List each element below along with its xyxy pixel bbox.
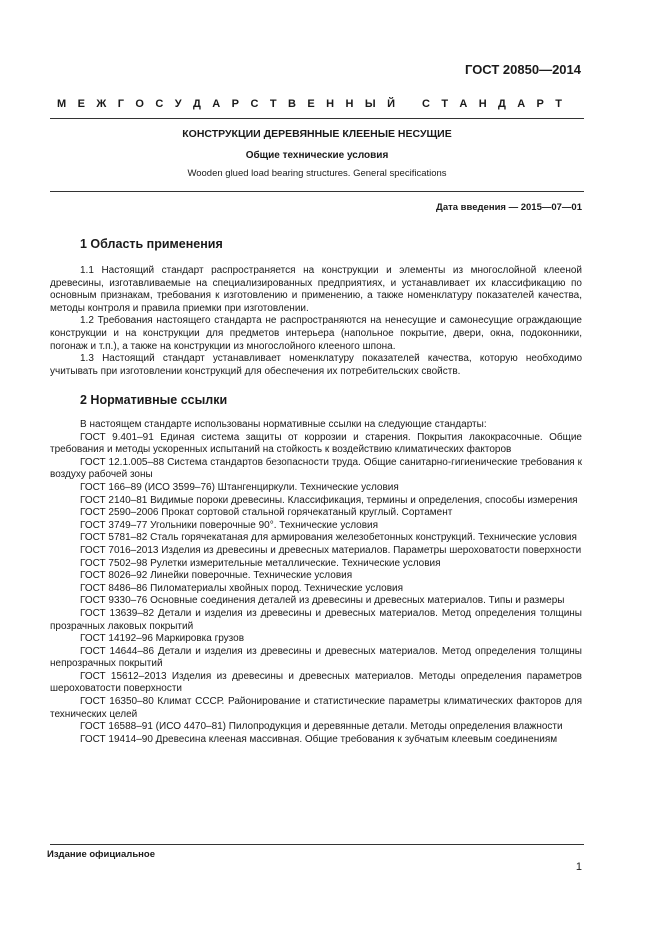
banner-letter: С [422, 98, 430, 110]
banner-letter: Г [117, 98, 124, 110]
banner-letter: С [250, 98, 259, 110]
banner-letter: А [517, 98, 526, 110]
banner-letter: А [459, 98, 468, 110]
section1-body [50, 265, 582, 378]
banner-letter: Н [326, 98, 335, 110]
banner-letter: Р [231, 98, 240, 110]
reference-item: ГОСТ 7016–2013 Изделия из древесины и древесных материалов. Параметры шероховатости поверхности [80, 544, 582, 556]
footer-rule [50, 844, 584, 845]
document-subtitle: Общие технические условия [245, 150, 389, 161]
reference-item: ГОСТ 13639–82 Детали и изделия из древесины и древесных материалов. Метод определения толщины прозрачных лаковых покрытий [50, 607, 582, 632]
paragraph: 1.3 Настоящий стандарт устанавливает номенклатуру показателей качества, которую необходимо учитывать при изготовлении конструкций для обеспечения их потребительских свойств. [50, 353, 582, 377]
reference-item: ГОСТ 7502–98 Рулетки измерительные металлические. Технические условия [80, 557, 441, 569]
banner-letter: У [174, 98, 182, 110]
banner-letter: Й [387, 98, 395, 110]
edition-label: Издание официальное [47, 849, 155, 860]
banner-letter: Т [269, 98, 277, 110]
reference-item: ГОСТ 14644–86 Детали и изделия из древесины и древесных материалов. Метод определения толщины непрозрачных покрытий [50, 645, 582, 670]
standard-number: ГОСТ 20850—2014 [465, 62, 581, 77]
reference-item: ГОСТ 19414–90 Древесина клееная массивная. Общие требования к зубчатым клеевым соединениям [80, 733, 558, 745]
reference-item: ГОСТ 14192–96 Маркировка грузов [80, 633, 245, 645]
banner-word-interstate [57, 98, 395, 110]
page-number: 1 [575, 861, 582, 873]
banner-letter: Р [536, 98, 544, 110]
banner-letter: Ы [364, 98, 376, 110]
banner-word-standard [422, 98, 562, 110]
reference-item: ГОСТ 8026–92 Линейки поверочные. Технические условия [80, 570, 353, 582]
reference-item: ГОСТ 5781–82 Сталь горячекатаная для армирования железобетонных конструкций. Технические условия [80, 532, 577, 544]
reference-item: ГОСТ 8486–86 Пиломатериалы хвойных пород. Технические условия [80, 582, 404, 594]
reference-item: ГОСТ 16350–80 Климат СССР. Районирование и статистические параметры климатических факторов для технических целей [50, 696, 582, 720]
reference-item: ГОСТ 166–89 (ИСО 3599–76) Штангенциркули. Технические условия [80, 481, 399, 493]
banner-letter: Д [498, 98, 506, 110]
reference-item: ГОСТ 2140–81 Видимые пороки древесины. Классификация, термины и определения, способы измерения [80, 494, 578, 506]
paragraph: В настоящем стандарте использованы нормативные ссылки на следующие стандарты: [80, 419, 487, 430]
banner-letter: Т [441, 98, 449, 110]
banner-letter: Н [478, 98, 487, 110]
reference-item: ГОСТ 3749–77 Угольники поверочные 90°. Технические условия [80, 519, 379, 531]
section2-heading: 2 Нормативные ссылки [80, 393, 228, 407]
banner-letter: О [135, 98, 144, 110]
banner-letter: Ж [96, 98, 107, 110]
reference-item: ГОСТ 9.401–91 Единая система защиты от коррозии и старения. Покрытия лакокрасочные. Общие требования и методы ускоренных испытаний на стойкость к воздействию климатических факторов [50, 431, 582, 456]
banner-letter: В [287, 98, 296, 110]
banner-letter: Е [77, 98, 85, 110]
header-rule-top [50, 118, 584, 119]
banner-letter: М [57, 98, 67, 110]
banner-letter: Н [345, 98, 354, 110]
section1-heading: 1 Область применения [80, 237, 223, 251]
reference-item: ГОСТ 15612–2013 Изделия из древесины и древесных материалов. Методы определения параметров шероховатости поверхности [50, 670, 582, 695]
banner-letter: Е [307, 98, 315, 110]
english-title: Wooden glued load bearing structures. General specifications [187, 168, 447, 179]
paragraph: 1.1 Настоящий стандарт распространяется на конструкции и элементы из многослойной клееной древесины, изготавливаемые на специализированных предприятиях, и устанавливает их классификацию по основным признакам, требования к изготовлению и применению, а также номенклатуру показателей качества, методы контроля и правила приемки при изготовлении. [50, 265, 582, 314]
reference-item: ГОСТ 12.1.005–88 Система стандартов безопасности труда. Общие санитарно-гигиенические требования к воздуху рабочей зоны [50, 456, 582, 481]
header-rule-bottom [50, 191, 584, 192]
paragraph: 1.2 Требования настоящего стандарта не распространяются на ненесущие и самонесущие ограждающие конструкции и на конструкции для предметов интерьера (напольное покрытие, двери, окна, подоконники, погонаж и т.п.), а также на конструкции из многослойного клееного шпона. [50, 315, 582, 352]
reference-item: ГОСТ 2590–2006 Прокат сортовой стальной горячекатаный круглый. Сортамент [80, 507, 453, 519]
banner-letter: А [212, 98, 221, 110]
section2-body [50, 419, 582, 746]
banner-letter: Т [555, 98, 562, 110]
reference-item: ГОСТ 9330–76 Основные соединения деталей из древесины и древесных материалов. Типы и размеры [80, 595, 565, 607]
banner-letter: С [155, 98, 164, 110]
introduction-date: Дата введения — 2015—07—01 [436, 202, 582, 213]
reference-item: ГОСТ 16588–91 (ИСО 4470–81) Пилопродукция и деревянные детали. Методы определения влажности [80, 721, 563, 733]
document-title: КОНСТРУКЦИИ ДЕРЕВЯННЫЕ КЛЕЕНЫЕ НЕСУЩИЕ [182, 128, 452, 140]
interstate-standard-banner [57, 98, 562, 110]
banner-letter: Д [193, 98, 201, 110]
